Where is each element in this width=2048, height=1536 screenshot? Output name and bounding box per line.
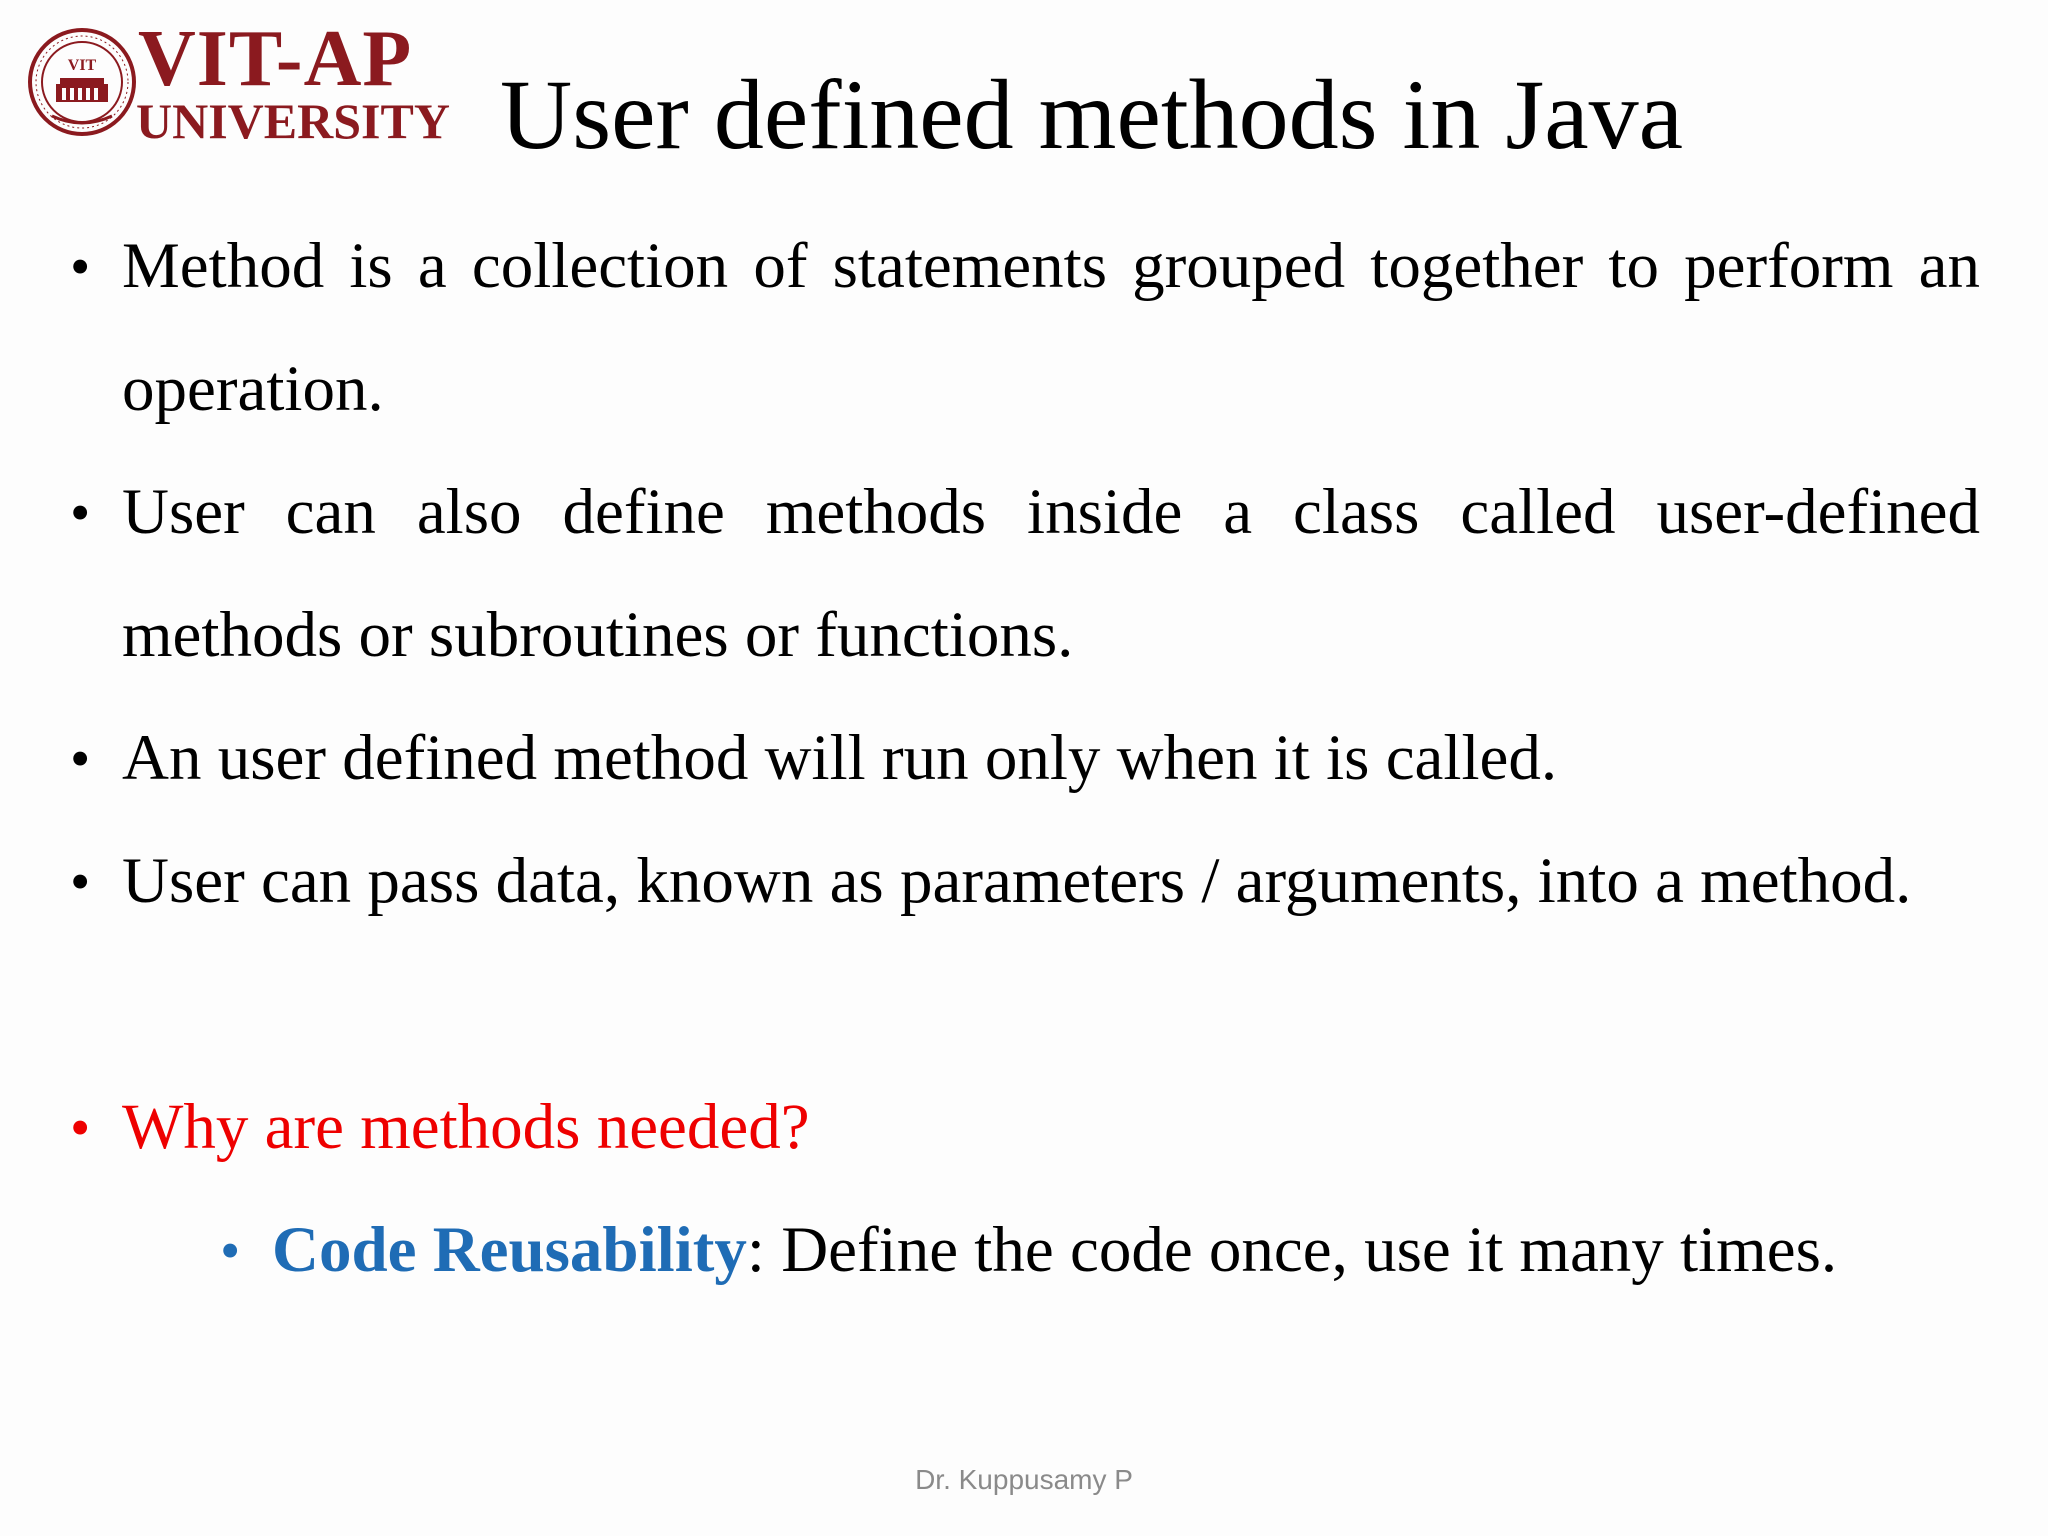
bullet-text: Method is a collection of statements grouped together to perform an operation. — [122, 230, 1980, 425]
bullet-text: User can pass data, known as parameters / arguments, into a method. — [122, 845, 1912, 917]
sub-bullet-icon: • — [220, 1218, 241, 1283]
bullet-icon: • — [70, 726, 91, 791]
logo-subtitle: UNIVERSITY — [136, 93, 450, 149]
logo-title: VIT-AP — [138, 15, 413, 103]
footer-author: Dr. Kuppusamy P — [915, 1464, 1133, 1495]
bullet-icon: • — [70, 849, 91, 914]
bullet-icon: • — [70, 234, 91, 299]
sub-bullet-text — [272, 1189, 1972, 1312]
university-seal-icon — [26, 26, 138, 138]
seal-text: VIT — [67, 57, 97, 74]
bullet-text: Why are methods needed? — [122, 1091, 810, 1163]
sub-bullet-description: : Define the code once, use it many times. — [746, 1214, 1838, 1286]
slide-title: User defined methods in Java — [500, 59, 1684, 170]
bullet-icon: • — [70, 480, 91, 545]
bullet-text: An user defined method will run only when it is called. — [122, 722, 1558, 794]
highlight-term: Code Reusability — [272, 1214, 747, 1286]
bullet-icon: • — [70, 1095, 91, 1160]
bullet-text: User can also define methods inside a class called user-defined methods or subroutines or functions. — [122, 476, 1980, 671]
university-logo — [26, 15, 450, 149]
